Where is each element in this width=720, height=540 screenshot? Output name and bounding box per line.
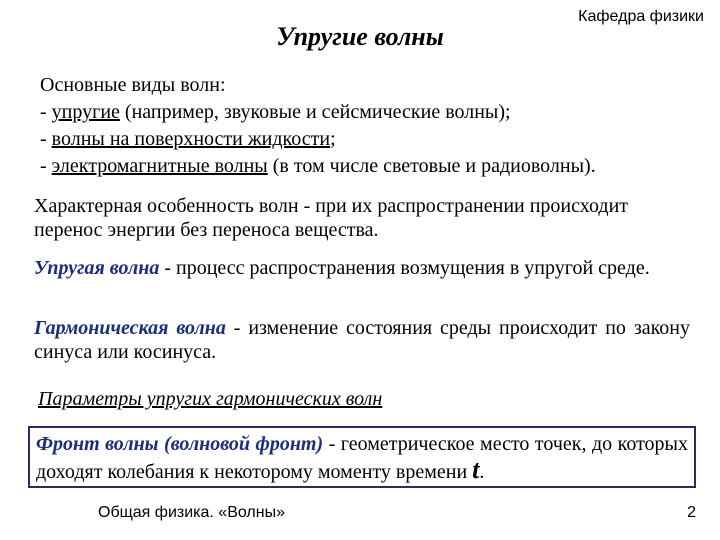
list-item: - упругие (например, звуковые и сейсмические волны); (40, 101, 511, 123)
wave-front-box (28, 426, 696, 488)
elastic-wave-term: Упругая волна (34, 257, 160, 279)
list-intro: Основные виды волн: (40, 74, 226, 96)
list-item: - волны на поверхности жидкости; (40, 128, 336, 150)
department-label: Кафедра физики (578, 8, 704, 25)
footer-text: Общая физика. «Волны» (98, 504, 285, 521)
list-item-term: электромагнитные волны (51, 155, 268, 177)
wave-feature-paragraph: Характерная особенность волн - при их распространении происходит перенос энергии без переноса вещества. (34, 195, 629, 241)
list-item-term: волны на поверхности жидкости (51, 128, 331, 150)
parameters-heading: Параметры упругих гармонических волн (38, 388, 383, 410)
list-item-term: упругие (51, 101, 120, 123)
list-item: - электромагнитные волны (в том числе световые и радиоволны). (40, 155, 596, 177)
wave-types-list (40, 72, 596, 180)
elastic-wave-definition: Упругая волна - процесс распространения возмущения в упругой среде. (34, 257, 650, 279)
harmonic-wave-definition: Гармоническая волна - изменение состояния среды происходит по закону синуса или косинуса. (34, 317, 690, 363)
slide-title: Упругие волны (276, 22, 444, 51)
harmonic-wave-term: Гармоническая волна (34, 317, 226, 339)
time-variable: t (472, 455, 480, 484)
page-number: 2 (687, 504, 696, 521)
wave-front-term: Фронт волны (волновой фронт) (36, 433, 324, 455)
wave-front-definition: Фронт волны (волновой фронт) - геометрическое место точек, до которых доходят колебания к некоторому моменту времени t. (36, 433, 688, 484)
